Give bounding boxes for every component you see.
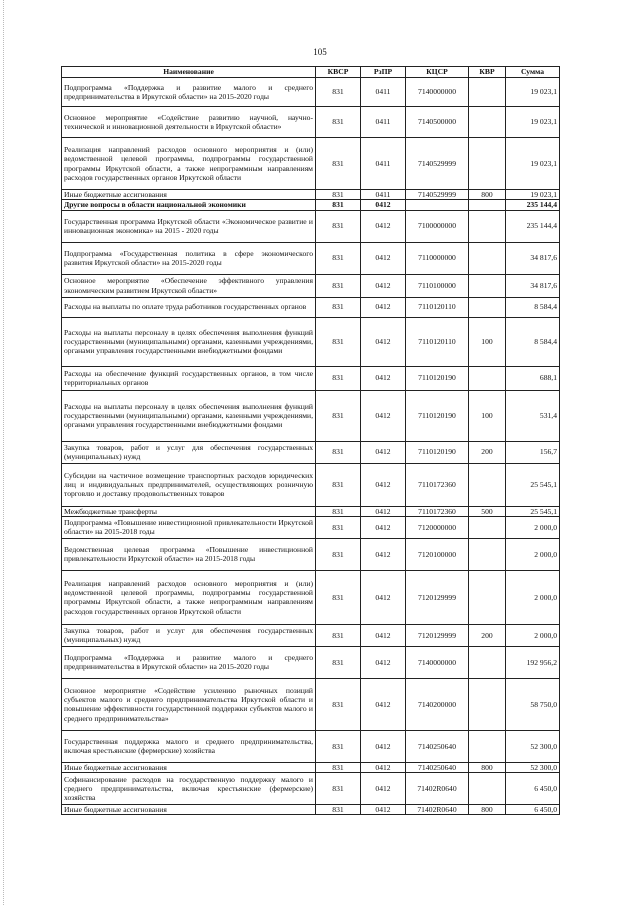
cell-kvsr: 831	[316, 773, 361, 805]
cell-sum: 2 000,0	[506, 624, 560, 646]
cell-rzpr: 0412	[361, 274, 406, 297]
cell-kvr: 100	[469, 390, 506, 441]
cell-name: Расходы на выплаты по оплате труда работников государственных органов	[62, 297, 316, 317]
cell-kvsr: 831	[316, 200, 361, 210]
cell-rzpr: 0412	[361, 297, 406, 317]
cell-sum: 8 584,4	[506, 297, 560, 317]
cell-kvsr: 831	[316, 366, 361, 390]
cell-rzpr: 0412	[361, 200, 406, 210]
cell-name: Расходы на обеспечение функций государственных органов, в том числе территориальных органов	[62, 366, 316, 390]
cell-name: Реализация направлений расходов основного мероприятия и (или) ведомственной целевой программы, подпрограммы государственной программы Иркутской области, а также непрограммным направлениям расходов государственных органов Иркутской области	[62, 138, 316, 190]
cell-kvsr: 831	[316, 463, 361, 506]
cell-rzpr: 0412	[361, 570, 406, 624]
cell-rzpr: 0412	[361, 646, 406, 678]
cell-rzpr: 0412	[361, 624, 406, 646]
table-row	[62, 190, 560, 200]
cell-sum: 25 545,1	[506, 506, 560, 516]
cell-kcsr: 7140200000	[406, 678, 469, 730]
column-header-rzpr: РзПР	[361, 67, 406, 78]
table-row	[62, 773, 560, 805]
table-row	[62, 570, 560, 624]
cell-kvr: 100	[469, 317, 506, 366]
cell-kcsr: 7140500000	[406, 107, 469, 138]
cell-kcsr: 71402R0640	[406, 805, 469, 815]
table-row	[62, 441, 560, 463]
cell-kvr: 200	[469, 624, 506, 646]
table-row	[62, 730, 560, 762]
cell-kcsr: 7140529999	[406, 138, 469, 190]
cell-sum: 34 817,6	[506, 274, 560, 297]
cell-kcsr: 7120000000	[406, 516, 469, 538]
cell-kvsr: 831	[316, 730, 361, 762]
cell-kvsr: 831	[316, 516, 361, 538]
cell-rzpr: 0411	[361, 78, 406, 107]
column-header-kvsr: КВСР	[316, 67, 361, 78]
table-row	[62, 805, 560, 815]
cell-name: Основное мероприятие «Содействие развитию научной, научно-технической и инновационной деятельности в Иркутской области»	[62, 107, 316, 138]
cell-kcsr: 7100000000	[406, 210, 469, 242]
cell-kcsr: 7110100000	[406, 274, 469, 297]
cell-rzpr: 0412	[361, 242, 406, 274]
cell-name: Иные бюджетные ассигнования	[62, 805, 316, 815]
cell-kvr	[469, 570, 506, 624]
column-header-name: Наименование	[62, 67, 316, 78]
cell-rzpr: 0412	[361, 805, 406, 815]
table-row	[62, 538, 560, 570]
cell-kvsr: 831	[316, 624, 361, 646]
cell-rzpr: 0412	[361, 317, 406, 366]
cell-sum: 34 817,6	[506, 242, 560, 274]
table-row	[62, 138, 560, 190]
cell-sum: 19 023,1	[506, 107, 560, 138]
cell-name: Другие вопросы в области национальной экономики	[62, 200, 316, 210]
table-row	[62, 242, 560, 274]
table-row	[62, 107, 560, 138]
cell-kcsr: 7110172360	[406, 506, 469, 516]
cell-kcsr: 7110120110	[406, 297, 469, 317]
cell-sum: 8 584,4	[506, 317, 560, 366]
cell-kcsr: 7120100000	[406, 538, 469, 570]
table-row	[62, 516, 560, 538]
cell-kcsr: 7140529999	[406, 190, 469, 200]
cell-name: Подпрограмма «Поддержка и развитие малого и среднего предпринимательства в Иркутской области» на 2015-2020 годы	[62, 646, 316, 678]
cell-sum: 2 000,0	[506, 516, 560, 538]
cell-kvr: 500	[469, 506, 506, 516]
cell-kcsr: 7110120190	[406, 366, 469, 390]
cell-kvsr: 831	[316, 107, 361, 138]
budget-table	[61, 66, 560, 815]
cell-name: Подпрограмма «Поддержка и развитие малого и среднего предпринимательства в Иркутской области» на 2015-2020 годы	[62, 78, 316, 107]
cell-name: Расходы на выплаты персоналу в целях обеспечения выполнения функций государственными (муниципальными) органами, казенными учреждениями, органами управления государственными внебюджетными фондами	[62, 390, 316, 441]
cell-kvsr: 831	[316, 274, 361, 297]
cell-kvr: 800	[469, 805, 506, 815]
cell-rzpr: 0412	[361, 762, 406, 772]
cell-rzpr: 0412	[361, 516, 406, 538]
cell-sum: 6 450,0	[506, 773, 560, 805]
cell-rzpr: 0411	[361, 190, 406, 200]
cell-kvsr: 831	[316, 441, 361, 463]
table-row	[62, 624, 560, 646]
cell-rzpr: 0412	[361, 506, 406, 516]
cell-name: Основное мероприятие «Содействие усилению рыночных позиций субъектов малого и среднего предпринимательства Иркутской области и повышение эффективности государственной поддержки субъектов малого и среднего предпринимательства»	[62, 678, 316, 730]
column-header-kvr: КВР	[469, 67, 506, 78]
cell-kvsr: 831	[316, 678, 361, 730]
cell-sum: 19 023,1	[506, 138, 560, 190]
scan-edge-line	[3, 0, 5, 905]
cell-kcsr: 7140250640	[406, 762, 469, 772]
cell-kcsr: 7110120190	[406, 441, 469, 463]
column-header-sum: Сумма	[506, 67, 560, 78]
table-row	[62, 646, 560, 678]
cell-kvr	[469, 646, 506, 678]
table-row	[62, 200, 560, 210]
cell-rzpr: 0411	[361, 138, 406, 190]
column-header-kcsr: КЦСР	[406, 67, 469, 78]
cell-kvsr: 831	[316, 506, 361, 516]
cell-sum: 6 450,0	[506, 805, 560, 815]
cell-kvr: 200	[469, 441, 506, 463]
cell-kvr	[469, 516, 506, 538]
cell-kcsr: 7120129999	[406, 624, 469, 646]
cell-kcsr	[406, 200, 469, 210]
cell-kvr	[469, 678, 506, 730]
cell-name: Государственная поддержка малого и среднего предпринимательства, включая крестьянские (фермерские) хозяйства	[62, 730, 316, 762]
table-row	[62, 366, 560, 390]
cell-name: Иные бюджетные ассигнования	[62, 762, 316, 772]
cell-kvr: 800	[469, 190, 506, 200]
cell-kvsr: 831	[316, 242, 361, 274]
cell-name: Софинансирование расходов на государственную поддержку малого и среднего предпринимательства, включая крестьянские (фермерские) хозяйства	[62, 773, 316, 805]
cell-sum: 235 144,4	[506, 210, 560, 242]
cell-kvr	[469, 730, 506, 762]
cell-name: Расходы на выплаты персоналу в целях обеспечения выполнения функций государственными (муниципальными) органами, казенными учреждениями, органами управления государственными внебюджетными фондами	[62, 317, 316, 366]
cell-rzpr: 0412	[361, 773, 406, 805]
cell-kvr	[469, 78, 506, 107]
cell-kcsr: 7110120110	[406, 317, 469, 366]
table-row	[62, 762, 560, 772]
cell-kvr	[469, 538, 506, 570]
cell-kvr	[469, 773, 506, 805]
cell-sum: 52 300,0	[506, 730, 560, 762]
cell-sum: 2 000,0	[506, 570, 560, 624]
cell-sum: 52 300,0	[506, 762, 560, 772]
cell-kcsr: 7110172360	[406, 463, 469, 506]
cell-sum: 25 545,1	[506, 463, 560, 506]
cell-rzpr: 0412	[361, 730, 406, 762]
cell-sum: 2 000,0	[506, 538, 560, 570]
cell-kvsr: 831	[316, 138, 361, 190]
cell-sum: 19 023,1	[506, 190, 560, 200]
cell-rzpr: 0412	[361, 678, 406, 730]
cell-kvsr: 831	[316, 390, 361, 441]
cell-kcsr: 7140250640	[406, 730, 469, 762]
cell-kvr	[469, 297, 506, 317]
cell-kcsr: 7110000000	[406, 242, 469, 274]
table-row	[62, 463, 560, 506]
page-number: 105	[313, 47, 327, 57]
cell-kvr	[469, 366, 506, 390]
cell-kvsr: 831	[316, 190, 361, 200]
cell-kvsr: 831	[316, 538, 361, 570]
cell-kvr	[469, 210, 506, 242]
cell-kvr	[469, 463, 506, 506]
cell-name: Закупка товаров, работ и услуг для обеспечения государственных (муниципальных) нужд	[62, 624, 316, 646]
cell-rzpr: 0412	[361, 366, 406, 390]
cell-name: Межбюджетные трансферты	[62, 506, 316, 516]
cell-sum: 192 956,2	[506, 646, 560, 678]
cell-sum: 156,7	[506, 441, 560, 463]
table-header-row	[62, 67, 560, 78]
cell-rzpr: 0412	[361, 390, 406, 441]
cell-rzpr: 0412	[361, 441, 406, 463]
cell-name: Ведомственная целевая программа «Повышение инвестиционной привлекательности Иркутской области» на 2015-2018 годы	[62, 538, 316, 570]
cell-sum: 58 750,0	[506, 678, 560, 730]
cell-sum: 235 144,4	[506, 200, 560, 210]
cell-kcsr: 7140000000	[406, 646, 469, 678]
cell-kvsr: 831	[316, 762, 361, 772]
cell-rzpr: 0412	[361, 210, 406, 242]
cell-kvsr: 831	[316, 78, 361, 107]
cell-kvr: 800	[469, 762, 506, 772]
cell-name: Субсидии на частичное возмещение транспортных расходов юридических лиц и индивидуальных предпринимателей, осуществляющих розничную торговлю и доставку продовольственных товаров	[62, 463, 316, 506]
cell-rzpr: 0411	[361, 107, 406, 138]
cell-kvsr: 831	[316, 297, 361, 317]
cell-rzpr: 0412	[361, 463, 406, 506]
table-row	[62, 390, 560, 441]
table-row	[62, 678, 560, 730]
cell-kvsr: 831	[316, 805, 361, 815]
table-body	[62, 78, 560, 815]
table-row	[62, 317, 560, 366]
table-row	[62, 274, 560, 297]
cell-kcsr: 7120129999	[406, 570, 469, 624]
cell-name: Иные бюджетные ассигнования	[62, 190, 316, 200]
cell-rzpr: 0412	[361, 538, 406, 570]
table-row	[62, 297, 560, 317]
cell-kcsr: 7110120190	[406, 390, 469, 441]
cell-kvr	[469, 242, 506, 274]
cell-name: Основное мероприятие «Обеспечение эффективного управления экономическим развитием Иркутской области»	[62, 274, 316, 297]
table-row	[62, 78, 560, 107]
cell-name: Подпрограмма «Повышение инвестиционной привлекательности Иркутской области» на 2015-2018 годы	[62, 516, 316, 538]
cell-kvr	[469, 274, 506, 297]
cell-kvsr: 831	[316, 646, 361, 678]
cell-kvr	[469, 107, 506, 138]
cell-name: Государственная программа Иркутской области «Экономическое развитие и инновационная экономика» на 2015 - 2020 годы	[62, 210, 316, 242]
cell-kvr	[469, 138, 506, 190]
cell-kvsr: 831	[316, 317, 361, 366]
cell-kvr	[469, 200, 506, 210]
table-row	[62, 210, 560, 242]
cell-kcsr: 7140000000	[406, 78, 469, 107]
cell-kvsr: 831	[316, 210, 361, 242]
cell-sum: 688,1	[506, 366, 560, 390]
cell-sum: 531,4	[506, 390, 560, 441]
table-row	[62, 506, 560, 516]
cell-name: Реализация направлений расходов основного мероприятия и (или) ведомственной целевой программы, подпрограммы государственной программы Иркутской области, а также непрограммным направлениям расходов государственных органов Иркутской области	[62, 570, 316, 624]
cell-kvsr: 831	[316, 570, 361, 624]
cell-name: Подпрограмма «Государственная политика в сфере экономического развития Иркутской области» на 2015-2020 годы	[62, 242, 316, 274]
cell-kcsr: 71402R0640	[406, 773, 469, 805]
cell-sum: 19 023,1	[506, 78, 560, 107]
cell-name: Закупка товаров, работ и услуг для обеспечения государственных (муниципальных) нужд	[62, 441, 316, 463]
